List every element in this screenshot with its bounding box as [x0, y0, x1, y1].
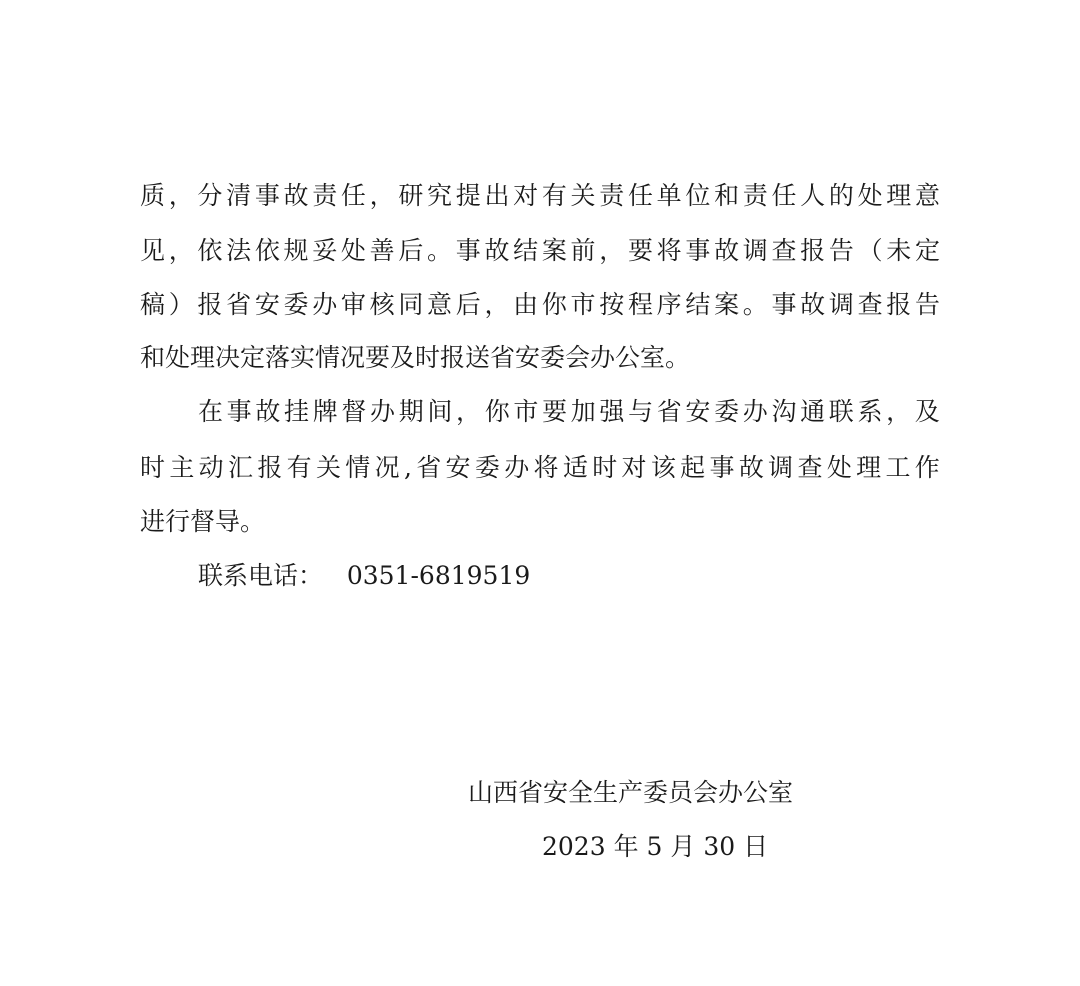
body-line: 时 主 动 汇 报 有 关 情 况 , 省 安 委 办 将 适 时 对 该 起 事 故 调 查 处 理 工 作: [140, 453, 940, 482]
body-line: 进行督导。: [140, 507, 266, 536]
body-line: 质 ， 分 清 事 故 责 任 ， 研 究 提 出 对 有 关 责 任 单 位 和 责 任 人 的 处 理 意: [140, 181, 940, 210]
body-line: 在 事 故 挂 牌 督 办 期 间 ， 你 市 要 加 强 与 省 安 委 办 沟 通 联 系 ， 及: [198, 397, 940, 426]
body-line: 稿 ） 报 省 安 委 办 审 核 同 意 后 ， 由 你 市 按 程 序 结 案 。 事 故 调 查 报 告: [140, 290, 940, 319]
body-line: 见 ， 依 法 依 规 妥 处 善 后 。 事 故 结 案 前 ， 要 将 事 故 调 查 报 告 （ 未 定: [140, 236, 940, 265]
signature-org: 山西省安全生产委员会办公室: [468, 778, 794, 807]
contact-phone: 联系电话： 0351-6819519: [198, 561, 531, 590]
signature-date: 2023 年 5 月 30 日: [542, 832, 769, 861]
body-line: 和处理决定落实情况要及时报送省安委会办公室。: [140, 343, 691, 372]
